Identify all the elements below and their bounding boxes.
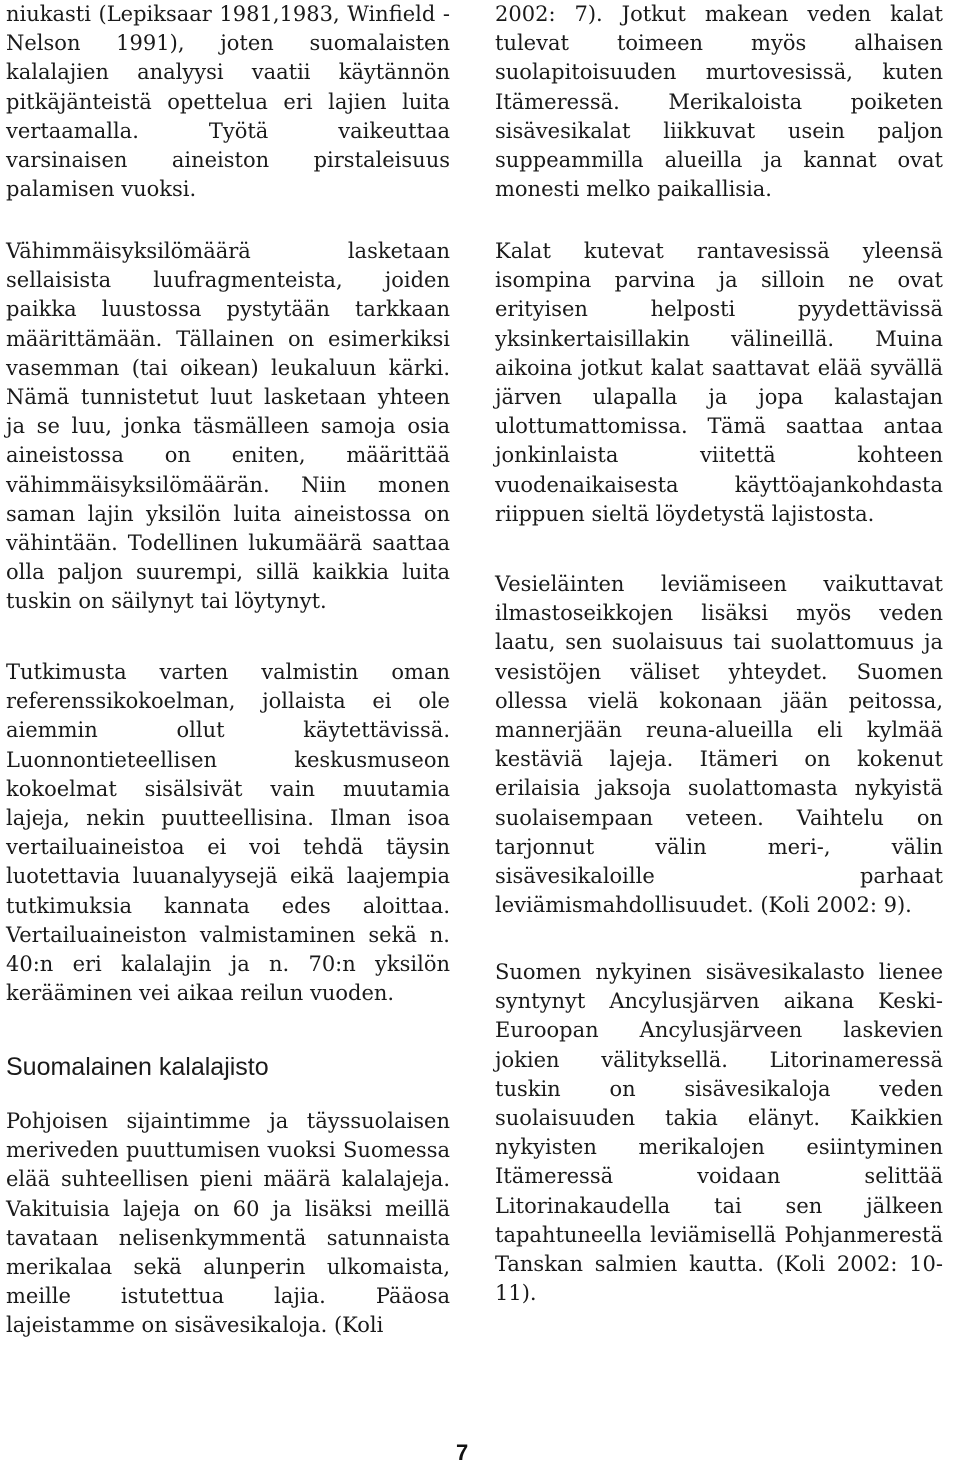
left-paragraph-1: niukasti (Lepiksaar 1981,1983, Winfield - Nelson 1991), joten suomalaisten kalalajien analyysi vaatii käytännön pitkäjänteistä opettelua eri lajien luita vertaamalla. Työtä vaikeuttaa varsinaisen aineiston pirstaleisuus palamisen vuoksi. (6, 2, 450, 202)
right-paragraph-2: Kalat kutevat rantavesissä yleensä isompina parvina ja silloin ne ovat erityisen helposti pyydettävissä yksinkertaisillakin välineillä. Muina aikoina jotkut kalat saattavat elää syvällä järven ulapalla ja jopa kalastajan ulottumattomissa. Tämä saattaa antaa jonkinlaista viitettä kohteen vuodenaikaisesta käyttöajankohdasta riippuen sieltä löydetystä lajistosta. (495, 239, 943, 526)
left-paragraph-4: Pohjoisen sijaintimme ja täyssuolaisen meriveden puuttumisen vuoksi Suomessa elää suhteellisen pieni määrä kalalajeja. Vakituisia lajeja on 60 ja lisäksi meillä tavataan nelisenkymmentä satunnaista merikalaa sekä alunperin ulkomaista, meille istutettua lajia. Pääosa lajeistamme on sisävesikaloja. (Koli (6, 1109, 450, 1338)
left-paragraph-2: Vähimmäisyksilömäärä lasketaan sellaisista luufragmenteista, joiden paikka luustossa pystytään tarkkaan määrittämään. Tällainen on esimerkiksi vasemman (tai oikean) leukaluun kärki. Nämä tunnistetut luut lasketaan yhteen ja se luu, jonka täsmälleen samoja osia aineistossa on eniten, määrittää vähimmäisyksilömäärän. Niin monen saman lajin yksilön luita aineistossa on vähintään. Todellinen lukumäärä saattaa olla paljon suurempi, sillä kaikkia luita tuskin on säilynyt tai löytynyt. (6, 239, 450, 614)
right-paragraph-3: Vesieläinten leviämiseen vaikuttavat ilmastoseikkojen lisäksi myös veden laatu, sen suolaisuus tai suolattomuus ja vesistöjen väliset yhteydet. Suomen ollessa vielä kokonaan jään peitossa, mannerjään reuna-alueilla eli kylmää kestäviä lajeja. Itämeri on kokenut erilaisia jaksoja suolattomasta nykyistä suolaisempaan veteen. Vaihtelu on tarjonnut välin meri-, välin sisävesikaloille parhaat leviämismahdollisuudet. (Koli 2002: 9). (495, 572, 943, 918)
left-paragraph-3: Tutkimusta varten valmistin oman referenssikokoelman, jollaista ei ole aiemmin ollut käytettävissä. Luonnontieteellisen keskusmuseon kokoelmat sisälsivät vain muutamia lajeja, nekin puutteellisina. Ilman isoa vertailuaineistoa ei voi tehdä täysin luotettavia luuanalyysejä eikä laajempia tutkimuksia kannata edes aloittaa. Vertailuaineiston valmistaminen sekä n. 40:n eri kalalajin ja n. 70:n yksilön kerääminen vei aikaa reilun vuoden. (6, 660, 450, 1006)
right-paragraph-1: 2002: 7). Jotkut makean veden kalat tulevat toimeen myös alhaisen suolapitoisuuden murtovesissä, kuten Itämeressä. Merikaloista poiketen sisävesikalat liikkuvat usein paljon suppeammilla alueilla ja kannat ovat monesti melko paikallisia. (495, 2, 943, 202)
section-heading: Suomalainen kalalajisto (6, 1053, 269, 1081)
right-paragraph-4: Suomen nykyinen sisävesikalasto lienee syntynyt Ancylusjärven aikana Keski-Euroopan Ancylusjärveen laskevien jokien välityksellä. Litorinameressä tuskin on sisävesikaloja veden suolaisuuden takia elänyt. Kaikkien nykyisten merikalojen esiintyminen Itämeressä voidaan selittää Litorinakaudella tai sen jälkeen tapahtuneella leviämisellä Pohjanmerestä Tanskan salmien kautta. (Koli 2002: 10-11). (495, 960, 943, 1306)
page-number: 7 (456, 1440, 469, 1465)
